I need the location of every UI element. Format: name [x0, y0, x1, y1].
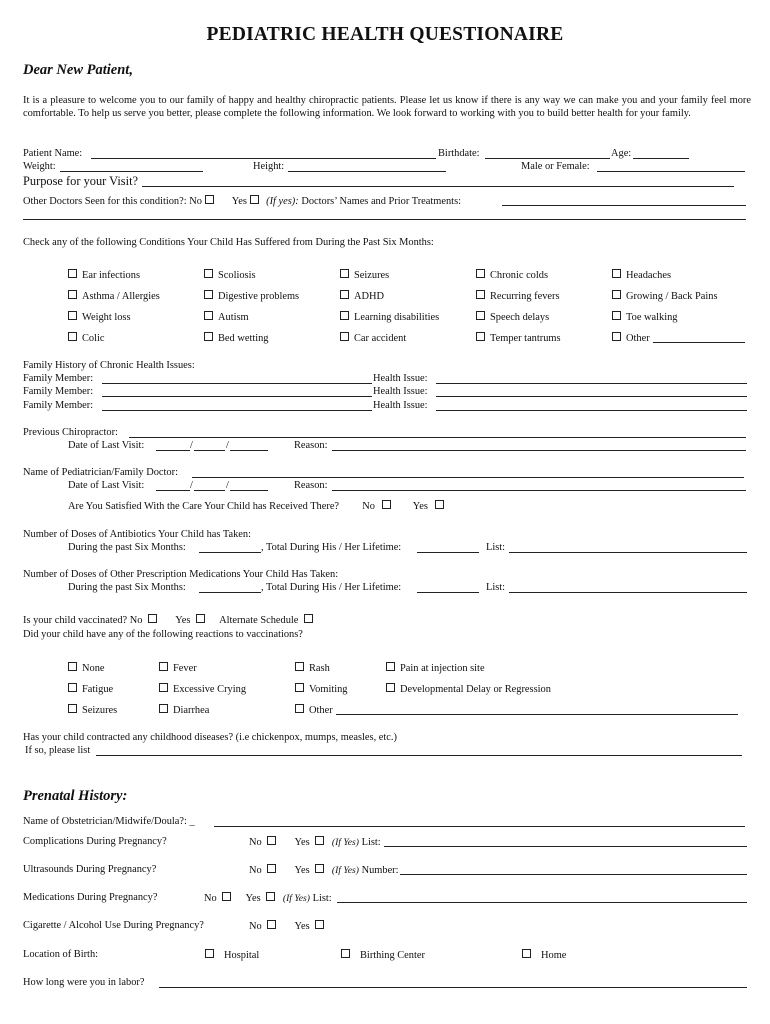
ped-date-sep1: /: [190, 480, 193, 491]
cigarette-options: [249, 920, 329, 932]
condition-checkbox[interactable]: [340, 311, 349, 320]
reaction-label: Fever: [173, 663, 197, 674]
satisfied-row: [68, 500, 449, 512]
condition-other-field[interactable]: [653, 342, 745, 343]
reaction-label: Pain at injection site: [400, 663, 485, 674]
ped-date-day[interactable]: [194, 490, 225, 491]
reaction-option: [159, 704, 209, 716]
health-issue-label: Health Issue:: [373, 400, 428, 411]
condition-checkbox[interactable]: [68, 332, 77, 341]
reaction-option: [295, 704, 333, 716]
condition-label: Growing / Back Pains: [626, 291, 718, 302]
condition-checkbox[interactable]: [68, 269, 77, 278]
ultrasounds-yes-label: Yes: [294, 865, 310, 876]
reaction-checkbox[interactable]: [159, 662, 168, 671]
condition-label: Headaches: [626, 270, 671, 281]
obstetrician-label-text: Name of Obstetrician/Midwife/Doula?:: [23, 816, 187, 827]
condition-option: [612, 290, 718, 302]
reaction-label: Fatigue: [82, 684, 114, 695]
reaction-checkbox[interactable]: [295, 683, 304, 692]
condition-option: [340, 311, 439, 323]
condition-option: [476, 290, 560, 302]
ultrasounds-number-label: Number:: [361, 865, 399, 876]
prenatal-heading: Prenatal History:: [23, 788, 128, 804]
reaction-label: Excessive Crying: [173, 684, 247, 695]
other-doctors-no-checkbox[interactable]: [205, 195, 214, 204]
medications-if-yes: (If Yes): [282, 893, 310, 904]
reaction-checkbox[interactable]: [295, 704, 304, 713]
chiro-reason-label: Reason:: [294, 440, 328, 451]
patient-name-label: Patient Name:: [23, 148, 83, 159]
purpose-label: Purpose for your Visit?: [23, 174, 139, 188]
condition-label: Car accident: [354, 333, 407, 344]
weight-field[interactable]: [60, 171, 203, 172]
other-meds-lifetime-field[interactable]: [417, 592, 479, 593]
condition-checkbox[interactable]: [476, 269, 485, 278]
health-issue-field[interactable]: [436, 410, 747, 411]
condition-checkbox[interactable]: [612, 269, 621, 278]
condition-checkbox[interactable]: [340, 332, 349, 341]
other-meds-list-label: List:: [486, 582, 506, 593]
medications-label: Medications During Pregnancy?: [23, 892, 158, 903]
condition-checkbox[interactable]: [68, 311, 77, 320]
vaccinated-no-label: No: [129, 615, 143, 626]
condition-option: [68, 290, 160, 302]
other-doctors-yes-checkbox[interactable]: [250, 195, 259, 204]
doctors-names-field[interactable]: [502, 205, 746, 206]
ultrasounds-options: [249, 864, 399, 876]
antibiotics-list-field[interactable]: [509, 552, 747, 553]
reactions-question: Did your child have any of the following reactions to vaccinations?: [23, 629, 303, 640]
height-label: Height:: [253, 161, 285, 172]
satisfied-no-checkbox[interactable]: [382, 500, 391, 509]
complications-list-field[interactable]: [384, 846, 747, 847]
reaction-checkbox[interactable]: [159, 683, 168, 692]
condition-checkbox[interactable]: [204, 269, 213, 278]
medications-no-label: No: [204, 893, 217, 904]
reaction-label: Diarrhea: [173, 705, 210, 716]
cigarette-no-checkbox[interactable]: [267, 920, 276, 929]
condition-label: Temper tantrums: [490, 333, 561, 344]
condition-label: Speech delays: [490, 312, 550, 323]
condition-label: Autism: [218, 312, 249, 323]
weight-label: Weight:: [23, 161, 56, 172]
condition-label: Toe walking: [626, 312, 678, 323]
reaction-option: [68, 683, 113, 695]
condition-label: Recurring fevers: [490, 291, 560, 302]
condition-checkbox[interactable]: [476, 290, 485, 299]
cigarette-no-label: No: [249, 921, 262, 932]
condition-checkbox[interactable]: [612, 311, 621, 320]
condition-option: [340, 332, 406, 344]
ped-reason-label: Reason:: [294, 480, 328, 491]
condition-option: [68, 269, 140, 281]
condition-checkbox[interactable]: [612, 332, 621, 341]
chiro-reason-field[interactable]: [332, 450, 746, 451]
antibiotics-six-months-label: During the past Six Months:: [68, 542, 186, 553]
reaction-label: Other: [309, 705, 333, 716]
vaccinated-yes-label: Yes: [175, 615, 191, 626]
conditions-heading: Check any of the following Conditions Your Child Has Suffered from During the Past Six Months:: [23, 237, 434, 248]
complications-yes-checkbox[interactable]: [315, 836, 324, 845]
reaction-option: [68, 704, 117, 716]
cigarette-label: Cigarette / Alcohol Use During Pregnancy?: [23, 920, 204, 931]
complications-label: Complications During Pregnancy?: [23, 836, 167, 847]
condition-checkbox[interactable]: [612, 290, 621, 299]
obstetrician-field[interactable]: [214, 826, 745, 827]
reaction-checkbox[interactable]: [68, 662, 77, 671]
hospital-option: [205, 949, 259, 961]
condition-option: [612, 311, 678, 323]
health-issue-field[interactable]: [436, 383, 747, 384]
complications-if-yes: (If Yes): [331, 837, 359, 848]
condition-option: [476, 269, 548, 281]
medications-yes-label: Yes: [245, 893, 261, 904]
ultrasounds-no-checkbox[interactable]: [267, 864, 276, 873]
cigarette-yes-label: Yes: [294, 921, 310, 932]
reaction-checkbox[interactable]: [386, 662, 395, 671]
ped-date-sep2: /: [226, 480, 229, 491]
doctors-names-label: Doctors’ Names and Prior Treatments:: [301, 196, 461, 207]
obstetrician-mark: _: [189, 816, 195, 827]
reaction-option: [295, 662, 330, 674]
complications-options: [249, 836, 381, 848]
family-member-field[interactable]: [102, 396, 372, 397]
condition-label: Asthma / Allergies: [82, 291, 160, 302]
condition-checkbox[interactable]: [68, 290, 77, 299]
vaccinated-label: Is your child vaccinated?: [23, 615, 128, 626]
reaction-option: [386, 662, 485, 674]
pediatrician-label: Name of Pediatrician/Family Doctor:: [23, 467, 178, 478]
birthing-center-label: Birthing Center: [360, 950, 425, 961]
reaction-label: Vomiting: [309, 684, 348, 695]
other-meds-label: Number of Doses of Other Prescription Medications Your Child Has Taken:: [23, 569, 339, 580]
condition-checkbox[interactable]: [340, 269, 349, 278]
condition-label: Scoliosis: [218, 270, 256, 281]
patient-name-field[interactable]: [91, 158, 436, 159]
health-issue-field[interactable]: [436, 396, 747, 397]
reaction-other-field[interactable]: [336, 714, 738, 715]
chiro-date-sep1: /: [190, 440, 193, 451]
condition-label: Digestive problems: [218, 291, 300, 302]
condition-checkbox[interactable]: [204, 290, 213, 299]
sex-label: Male or Female:: [521, 161, 590, 172]
birthing-center-option: [341, 949, 425, 961]
family-member-label: Family Member:: [23, 400, 94, 411]
condition-option: [204, 290, 299, 302]
medications-list-field[interactable]: [337, 902, 747, 903]
vaccinated-no-checkbox[interactable]: [148, 614, 157, 623]
reaction-option: [68, 662, 105, 674]
labor-field[interactable]: [159, 987, 747, 988]
ped-date-month[interactable]: [156, 490, 190, 491]
chiro-date-month[interactable]: [156, 450, 190, 451]
condition-label: Colic: [82, 333, 105, 344]
other-doctors-label: Other Doctors Seen for this condition?:: [23, 196, 187, 207]
ultrasounds-if-yes: (If Yes): [331, 865, 359, 876]
medications-no-checkbox[interactable]: [222, 892, 231, 901]
condition-checkbox[interactable]: [340, 290, 349, 299]
vaccinated-yes-checkbox[interactable]: [196, 614, 205, 623]
birthdate-field[interactable]: [485, 158, 610, 159]
family-member-label: Family Member:: [23, 386, 94, 397]
condition-checkbox[interactable]: [204, 332, 213, 341]
condition-option: [476, 311, 549, 323]
alternate-schedule-label: Alternate Schedule: [219, 615, 299, 626]
antibiotics-six-months-field[interactable]: [199, 552, 261, 553]
other-meds-six-months-label: During the past Six Months:: [68, 582, 186, 593]
childhood-list-field[interactable]: [96, 755, 742, 756]
chiro-date-sep2: /: [226, 440, 229, 451]
reaction-checkbox[interactable]: [68, 683, 77, 692]
other-meds-lifetime-label: , Total During His / Her Lifetime:: [261, 582, 402, 593]
condition-option: [204, 311, 249, 323]
condition-option: [340, 290, 384, 302]
ultrasounds-label: Ultrasounds During Pregnancy?: [23, 864, 157, 875]
location-birth-label: Location of Birth:: [23, 949, 99, 960]
complications-no-label: No: [249, 837, 262, 848]
reaction-checkbox[interactable]: [159, 704, 168, 713]
birthing-center-checkbox[interactable]: [341, 949, 350, 958]
obstetrician-label: [23, 816, 195, 827]
reaction-checkbox[interactable]: [386, 683, 395, 692]
reaction-checkbox[interactable]: [68, 704, 77, 713]
condition-label: Other: [626, 333, 650, 344]
condition-option: [476, 332, 561, 344]
page-title: PEDIATRIC HEALTH QUESTIONAIRE: [206, 24, 564, 45]
condition-label: ADHD: [354, 291, 385, 302]
condition-label: Seizures: [354, 270, 390, 281]
condition-label: Chronic colds: [490, 270, 549, 281]
other-meds-six-months-field[interactable]: [199, 592, 261, 593]
cigarette-yes-checkbox[interactable]: [315, 920, 324, 929]
other-meds-list-field[interactable]: [509, 592, 747, 593]
reaction-label: Developmental Delay or Regression: [400, 684, 551, 695]
condition-option: [204, 332, 269, 344]
ultrasounds-number-field[interactable]: [400, 874, 747, 875]
antibiotics-label: Number of Doses of Antibiotics Your Child has Taken:: [23, 529, 251, 540]
antibiotics-list-label: List:: [486, 542, 506, 553]
reaction-label: None: [82, 663, 105, 674]
other-doctors-row: [23, 195, 461, 207]
hospital-label: Hospital: [224, 950, 260, 961]
family-history-heading: Family History of Chronic Health Issues:: [23, 360, 195, 371]
complications-yes-label: Yes: [294, 837, 310, 848]
condition-option: [68, 332, 105, 344]
family-member-label: Family Member:: [23, 373, 94, 384]
health-issue-label: Health Issue:: [373, 386, 428, 397]
ultrasounds-yes-checkbox[interactable]: [315, 864, 324, 873]
satisfied-yes-checkbox[interactable]: [435, 500, 444, 509]
if-yes-label: (If yes):: [266, 196, 299, 207]
height-field[interactable]: [288, 171, 446, 172]
alternate-schedule-checkbox[interactable]: [304, 614, 313, 623]
chiro-date-year[interactable]: [230, 450, 268, 451]
other-doctors-no-label: No: [189, 196, 202, 207]
complications-list-label: List:: [361, 837, 381, 848]
chiro-date-label: Date of Last Visit:: [68, 440, 145, 451]
condition-checkbox[interactable]: [204, 311, 213, 320]
prev-chiro-label: Previous Chiropractor:: [23, 427, 118, 438]
reaction-label: Seizures: [82, 705, 118, 716]
age-label: Age:: [611, 148, 632, 159]
condition-label: Ear infections: [82, 270, 140, 281]
satisfied-yes-label: Yes: [412, 501, 428, 512]
ped-reason-field[interactable]: [332, 490, 746, 491]
ultrasounds-no-label: No: [249, 865, 262, 876]
antibiotics-lifetime-label: , Total During His / Her Lifetime:: [261, 542, 402, 553]
reaction-option: [386, 683, 551, 695]
complications-no-checkbox[interactable]: [267, 836, 276, 845]
reaction-option: [295, 683, 348, 695]
age-field[interactable]: [633, 158, 689, 159]
condition-checkbox[interactable]: [476, 332, 485, 341]
reaction-option: [159, 662, 197, 674]
pediatrician-field[interactable]: [192, 477, 744, 478]
family-member-field[interactable]: [102, 410, 372, 411]
condition-option: [340, 269, 389, 281]
satisfied-no-label: No: [362, 501, 375, 512]
condition-label: Weight loss: [82, 312, 131, 323]
home-option: [522, 949, 566, 961]
family-member-field[interactable]: [102, 383, 372, 384]
reaction-option: [159, 683, 246, 695]
doctors-names-field-2[interactable]: [23, 219, 746, 220]
medications-yes-checkbox[interactable]: [266, 892, 275, 901]
medications-options: [204, 892, 332, 904]
condition-option: [612, 332, 650, 344]
sex-field[interactable]: [597, 171, 745, 172]
childhood-list-label: If so, please list: [25, 745, 91, 756]
antibiotics-lifetime-field[interactable]: [417, 552, 479, 553]
home-label: Home: [541, 950, 567, 961]
vaccinated-row: [23, 614, 318, 626]
reaction-checkbox[interactable]: [295, 662, 304, 671]
condition-option: [204, 269, 256, 281]
condition-option: [68, 311, 131, 323]
other-doctors-yes-label: Yes: [231, 196, 247, 207]
condition-label: Learning disabilities: [354, 312, 440, 323]
greeting: Dear New Patient,: [23, 62, 133, 78]
hospital-checkbox[interactable]: [205, 949, 214, 958]
chiro-date-day[interactable]: [194, 450, 225, 451]
purpose-field[interactable]: [142, 186, 734, 187]
childhood-question: Has your child contracted any childhood diseases? (i.e chickenpox, mumps, measles, etc.): [23, 732, 397, 743]
birthdate-label: Birthdate:: [438, 148, 480, 159]
reaction-label: Rash: [309, 663, 330, 674]
satisfied-label: Are You Satisfied With the Care Your Child has Received There?: [68, 501, 340, 512]
condition-option: [612, 269, 671, 281]
home-checkbox[interactable]: [522, 949, 531, 958]
intro-paragraph: It is a pleasure to welcome you to our family of happy and healthy chiropractic patients. Please let us know if there is any way we can make you and your family feel more comfortable. To help us serve you better, please complete the following information. We look forward to working with you to build better health for your family.: [23, 95, 751, 119]
health-issue-label: Health Issue:: [373, 373, 428, 384]
labor-label: How long were you in labor?: [23, 977, 145, 988]
condition-checkbox[interactable]: [476, 311, 485, 320]
condition-label: Bed wetting: [218, 333, 269, 344]
ped-date-year[interactable]: [230, 490, 268, 491]
medications-list-label: List:: [312, 893, 332, 904]
ped-date-label: Date of Last Visit:: [68, 480, 145, 491]
prev-chiro-field[interactable]: [129, 437, 746, 438]
